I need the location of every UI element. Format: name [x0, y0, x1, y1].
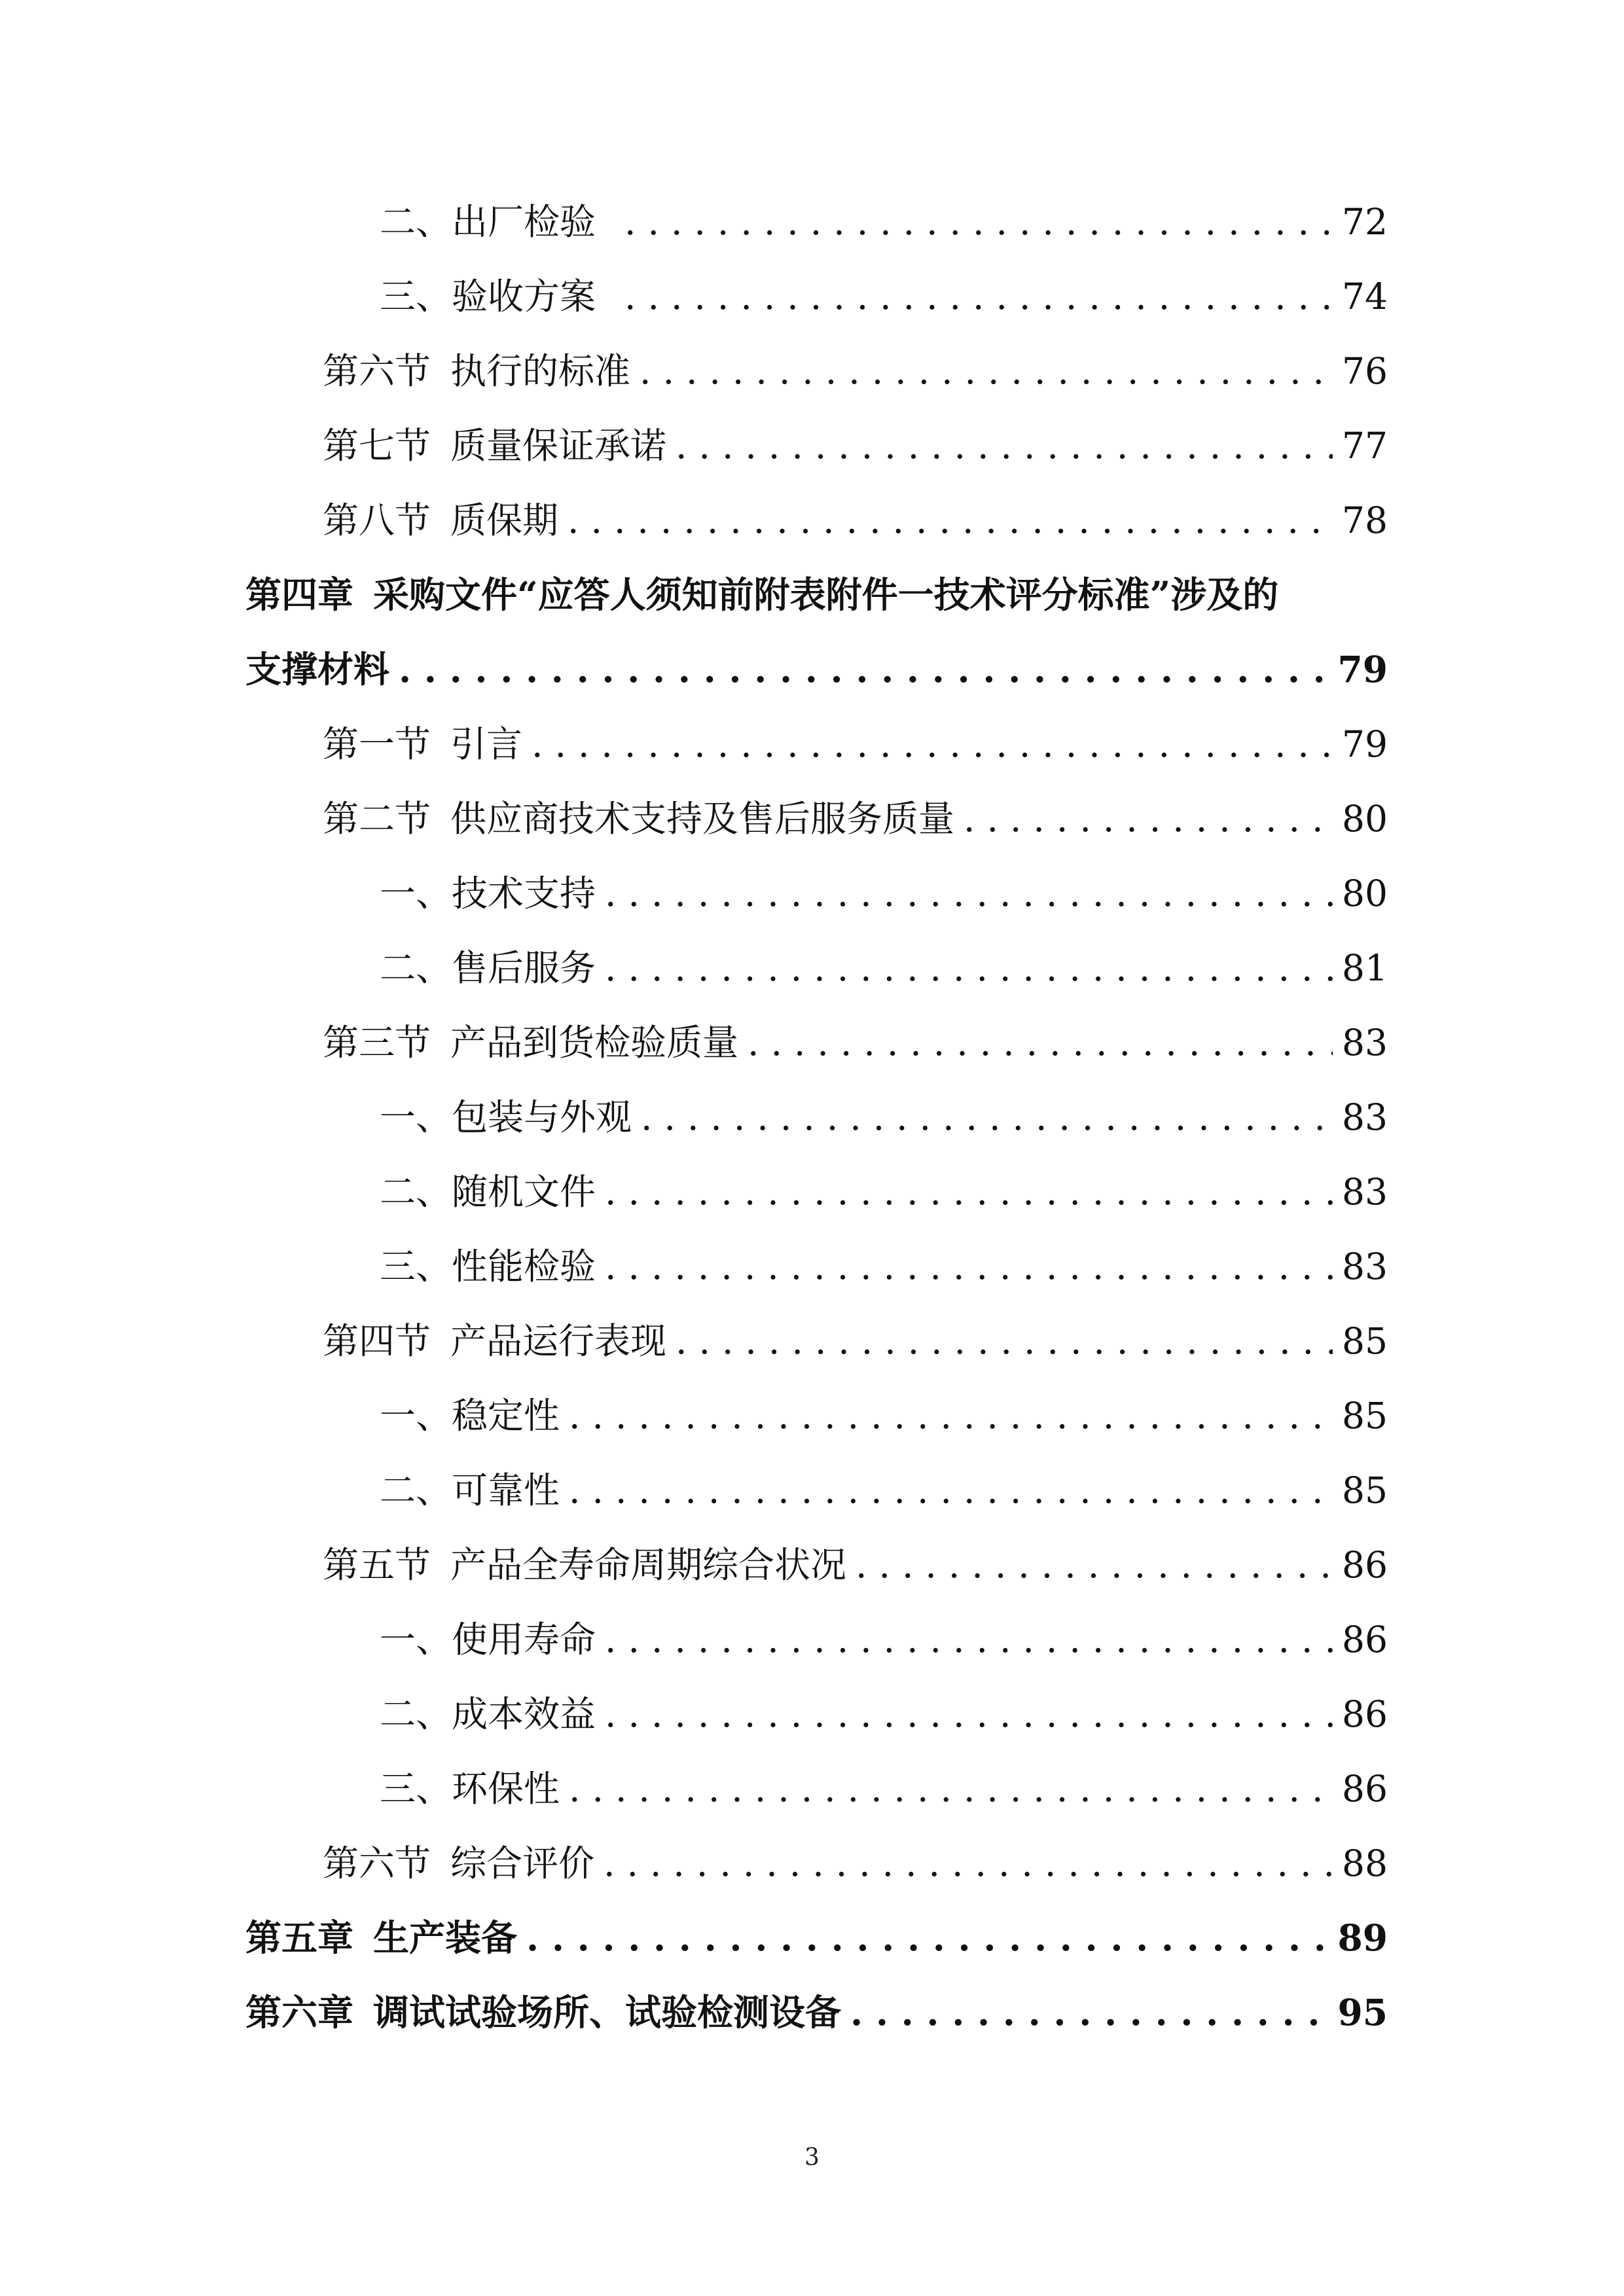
- toc-leader-dots: [641, 1080, 1333, 1155]
- toc-entry-page: 80: [1342, 798, 1388, 840]
- toc-entry[interactable]: [245, 483, 1388, 558]
- toc-entry[interactable]: [245, 1602, 1388, 1677]
- toc-leader-dots: [399, 632, 1328, 707]
- toc-entry-page: 80: [1342, 872, 1388, 914]
- toc-entry-title: 第六节 执行的标准: [323, 350, 631, 392]
- toc-leader-dots: [605, 1602, 1333, 1677]
- toc-entry-page: 85: [1342, 1469, 1388, 1511]
- toc-entry-page: 78: [1342, 499, 1388, 541]
- toc-leader-dots: [569, 1378, 1333, 1453]
- toc-leader-dots: [748, 1005, 1333, 1080]
- toc-entry-page: 72: [1342, 201, 1388, 243]
- toc-entry-title: 第三节 产品到货检验质量: [323, 1022, 739, 1064]
- toc-leader-dots: [640, 334, 1333, 408]
- toc-entry-page: 83: [1342, 1096, 1388, 1138]
- toc-entry-page: 81: [1342, 947, 1388, 989]
- toc-entry[interactable]: [245, 334, 1388, 408]
- toc-leader-dots: [569, 1453, 1333, 1528]
- toc-leader-dots: [532, 707, 1333, 781]
- toc-entry-page: 86: [1342, 1768, 1388, 1810]
- toc-entry-title: 二、可靠性: [380, 1469, 560, 1511]
- toc-entry[interactable]: [245, 1229, 1388, 1304]
- toc-leader-dots: [526, 1901, 1328, 1975]
- toc-entry-page: 86: [1342, 1619, 1388, 1660]
- toc-entry-page: 88: [1342, 1842, 1388, 1884]
- toc-leader-dots: [856, 1528, 1333, 1602]
- toc-leader-dots: [569, 1751, 1333, 1826]
- toc-entry-page: 74: [1342, 276, 1388, 317]
- toc-leader-dots: [605, 1229, 1333, 1304]
- toc-leader-dots: [568, 483, 1333, 558]
- toc-chapter-entry[interactable]: [245, 1901, 1388, 1975]
- toc-leader-dots: [605, 931, 1333, 1005]
- toc-leader-dots: [624, 185, 1333, 259]
- toc-entry-title: 二、出厂检验: [380, 201, 596, 243]
- toc-entry-page: 85: [1342, 1395, 1388, 1437]
- toc-entry-title: 三、性能检验: [380, 1246, 596, 1287]
- toc-leader-dots: [605, 1155, 1333, 1229]
- toc-entry-title: 第五章 生产装备: [245, 1916, 518, 1959]
- toc-entry[interactable]: [245, 1826, 1388, 1901]
- toc-entry[interactable]: [245, 408, 1388, 483]
- toc-entry-title: 一、包装与外观: [380, 1096, 632, 1138]
- toc-entry[interactable]: [245, 1751, 1388, 1826]
- toc-entry[interactable]: [245, 1155, 1388, 1229]
- toc-entry-title: 一、使用寿命: [380, 1619, 596, 1660]
- toc-entry[interactable]: [245, 856, 1388, 931]
- toc-leader-dots: [604, 1826, 1333, 1901]
- toc-chapter-entry[interactable]: [245, 1975, 1388, 2050]
- toc-entry[interactable]: [245, 1378, 1388, 1453]
- toc-entry-page: 76: [1342, 350, 1388, 392]
- toc-entry-title: 第六章 调试试验场所、试验检测设备: [245, 1991, 842, 2034]
- toc-entry-title: 第五节 产品全寿命周期综合状况: [323, 1544, 847, 1586]
- toc-entry[interactable]: [245, 1304, 1388, 1378]
- toc-section-list: [245, 707, 1388, 1901]
- toc-entry-page: 83: [1342, 1022, 1388, 1064]
- toc-entry-title: 三、环保性: [380, 1768, 560, 1810]
- toc-leader-dots: [850, 1975, 1328, 2050]
- toc-entry-title: 二、随机文件: [380, 1171, 596, 1213]
- toc-leader-dots: [605, 1677, 1333, 1751]
- toc-entry-page: 83: [1342, 1246, 1388, 1287]
- page-number: 3: [804, 2144, 820, 2171]
- toc-entry[interactable]: [245, 259, 1388, 334]
- toc-entry-title: 第六节 综合评价: [323, 1842, 595, 1884]
- toc-chapter-entry[interactable]: [245, 632, 1388, 707]
- toc-entry-page: 95: [1337, 1991, 1388, 2034]
- toc-chapter-heading[interactable]: [245, 558, 1388, 632]
- toc-leader-dots: [624, 259, 1333, 334]
- toc-entry-page: 86: [1342, 1544, 1388, 1586]
- toc-entry-page: 83: [1342, 1171, 1388, 1213]
- toc-leader-dots: [964, 781, 1333, 856]
- toc-entry[interactable]: [245, 1528, 1388, 1602]
- toc-entry[interactable]: [245, 1677, 1388, 1751]
- toc-entry-page: 79: [1337, 648, 1388, 691]
- toc-entry-page: 77: [1342, 425, 1388, 467]
- toc-entry-title: 二、售后服务: [380, 947, 596, 989]
- toc-entry-page: 89: [1337, 1916, 1388, 1959]
- toc-leader-dots: [605, 856, 1333, 931]
- toc-entry-page: 86: [1342, 1693, 1388, 1735]
- toc-chapter-title-line1: 第四章 采购文件“应答人须知前附表附件一技术评分标准”涉及的: [245, 573, 1279, 616]
- toc-entry-title: 二、成本效益: [380, 1693, 596, 1735]
- toc-entry-page: 79: [1342, 723, 1388, 765]
- toc-entry-title: 一、技术支持: [380, 872, 596, 914]
- table-of-contents: [245, 185, 1388, 2050]
- toc-entry[interactable]: [245, 1005, 1388, 1080]
- toc-entry-title: 第二节 供应商技术支持及售后服务质量: [323, 798, 955, 840]
- toc-entry-title: 三、验收方案: [380, 276, 596, 317]
- toc-entry-title: 第一节 引言: [323, 723, 523, 765]
- toc-entry[interactable]: [245, 931, 1388, 1005]
- toc-leader-dots: [676, 1304, 1333, 1378]
- toc-entry-title: 第八节 质保期: [323, 499, 559, 541]
- toc-entry[interactable]: [245, 1080, 1388, 1155]
- toc-entry-title: 一、稳定性: [380, 1395, 560, 1437]
- toc-entry-page: 85: [1342, 1320, 1388, 1362]
- toc-entry-title: 第四节 产品运行表现: [323, 1320, 667, 1362]
- toc-entry-title: 第七节 质量保证承诺: [323, 425, 667, 467]
- toc-chapter-title-line2: 支撑材料: [245, 648, 390, 691]
- toc-chapter-list: [245, 1901, 1388, 2050]
- toc-entry[interactable]: [245, 1453, 1388, 1528]
- toc-entry[interactable]: [245, 185, 1388, 259]
- toc-leader-dots: [676, 408, 1333, 483]
- toc-entry[interactable]: [245, 707, 1388, 781]
- toc-entry[interactable]: [245, 781, 1388, 856]
